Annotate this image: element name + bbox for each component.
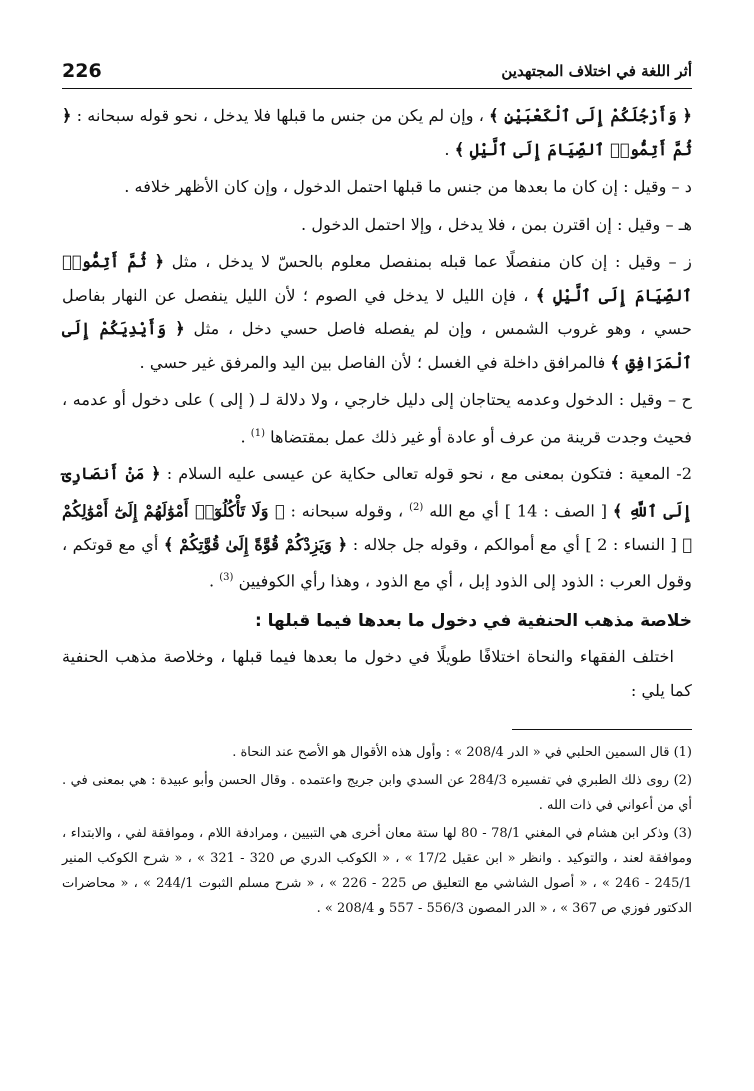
paragraph-text: ، فإن الليل لا يدخل في الصوم ؛ لأن الليل ينفصل عن النهار بفاصل حسي ، وهو غروب الشمس ، وإن لم يفصله فاصل حسي دخل ، مثل — [62, 285, 692, 338]
summary-paragraph: اختلف الفقهاء والنحاة اختلافًا طويلًا في دخول ما بعدها فيما قبلها ، وخلاصة مذهب الحنفية كما يلي : — [62, 647, 692, 700]
paragraph-intro — [62, 99, 692, 166]
footnote-marker: (2) — [409, 501, 424, 513]
section-heading: خلاصة مذهب الحنفية في دخول ما بعدها فيما قبلها : — [254, 611, 692, 632]
footnotes — [62, 740, 692, 921]
running-title: أثر اللغة في اختلاف المجتهدين — [493, 62, 692, 80]
paragraph-text: . — [208, 571, 220, 591]
quran-verse: ﴿ وَأَيْدِيَكُمْ إِلَى ٱلْمَرَافِقِ ﴾ — [62, 319, 692, 372]
quran-verse: ﴿ وَأَرْجُلَكُمْ إِلَى ٱلْكَعْبَيْنِ ﴾ — [489, 106, 692, 125]
paragraph-zay — [62, 245, 692, 379]
quran-verse: ﴿ وَيَزِدْكُمْ قُوَّةً إِلَىٰ قُوَّتِكُمْ ﴾ — [163, 534, 348, 554]
page-number: 226 — [62, 60, 102, 82]
paragraph-text: د – وقيل : إن كان ما بعدها من جنس ما قبلها احتمل الدخول ، وإن كان الأظهر خلافه . — [124, 177, 692, 196]
paragraph-text: . — [240, 426, 251, 446]
footnote-2: (2) روى ذلك الطبري في تفسيره 284/3 عن السدي وابن جريج واعتمده . وقال الحسن وأبو عبيدة : هي بمعنى في . أي من أعواني في ذات الله . — [62, 773, 692, 814]
quran-verse: ﴿ ثُمَّ أَتِمُّوا۟ ٱلصِّيَامَ إِلَى ٱلَّيْلِ ﴾ — [62, 106, 692, 159]
paragraph-text: ، وقوله سبحانه : — [284, 501, 410, 521]
footnote-marker: (1) — [250, 427, 265, 439]
paragraph-text: فالمرافق داخلة في الغسل ؛ لأن الفاصل بين اليد والمرفق غير حسي . — [139, 352, 611, 372]
paragraph-text: 2- المعية : فتكون بمعنى مع ، نحو قوله تعالى حكاية عن عيسى عليه السلام : — [160, 464, 692, 484]
main-text — [62, 99, 692, 598]
paragraph-dal — [62, 170, 692, 204]
paragraph-text: ز – وقيل : إن كان منفصلًا عما قبله بمنفصل معلوم بالحسّ لا يدخل ، مثل — [164, 252, 692, 271]
paragraph-ha2 — [62, 383, 692, 453]
paragraph-ha — [62, 208, 692, 242]
quran-verse: ﴿ مَنْ أَنصَارِىٓ إِلَى ٱللَّهِ ﴾ — [62, 464, 693, 521]
paragraph-text: [ الصف : 14 ] أي مع الله — [423, 501, 613, 521]
paragraph-text: ، وإن لم يكن من جنس ما قبلها فلا يدخل ، نحو قوله سبحانه : — [71, 106, 490, 125]
paragraph-text: . — [444, 139, 455, 159]
paragraph-text: [ النساء : 2 ] أي مع أموالكم ، وقوله جل جلاله : — [347, 534, 683, 554]
paragraph-text: أي مع قوتكم ، وقول العرب : الذود إلى الذود إبل ، أي مع الذود ، وهذا رأي الكوفيين — [62, 534, 692, 591]
footnote-marker: (3) — [219, 572, 234, 584]
book-page — [62, 58, 692, 924]
paragraph-maiya — [62, 457, 692, 598]
paragraph-text: هـ – وقيل : إن اقترن بمن ، فلا يدخل ، وإلا احتمل الدخول . — [301, 214, 692, 234]
quran-verse: ﴿ ثُمَّ أَتِمُّوا۟ ٱلصِّيَامَ إِلَى ٱلَّيْلِ ﴾ — [62, 252, 692, 305]
footnote-1: (1) قال السمين الحلبي في « الدر 208/4 » : وأول هذه الأقوال هو الأصح عند النحاة . — [232, 745, 692, 761]
paragraph-text: ح – وقيل : الدخول وعدمه يحتاجان إلى دليل خارجي ، ولا دلالة لـ ( إلى ) على دخول أو عدمه ، فحيث وجدت قرينة من عرف أو عادة أو غير ذلك عمل بمقتضاها — [62, 390, 692, 446]
quran-verse: ﴿ وَلَا تَأْكُلُوٓا۟ أَمْوَٰلَهُمْ إِلَىٰٓ أَمْوَٰلِكُمْ ﴾ — [62, 501, 692, 554]
footnote-separator — [512, 729, 692, 730]
page-header — [62, 58, 692, 89]
footnote-3: (3) وذكر ابن هشام في المغني 78/1 - 80 لها ستة معان أخرى هي التبيين ، ومرادفة اللام ، وموافقة لفي ، والابتداء ، وموافقة لعند ، والتوكيد . وانظر « ابن عقيل 17/2 » ، « الكوكب الدري ص 320 - 321 » ، « شرح الكوكب المنير 245/1 - 246 » ، « أصول الشاشي مع التعليق ص 225 - 226 » ، « شرح مسلم الثبوت 244/1 » ، « محاضرات الدكتور فوزي ص 367 » ، « الدر المصون 556/3 - 557 و 208/4 » . — [62, 826, 693, 917]
